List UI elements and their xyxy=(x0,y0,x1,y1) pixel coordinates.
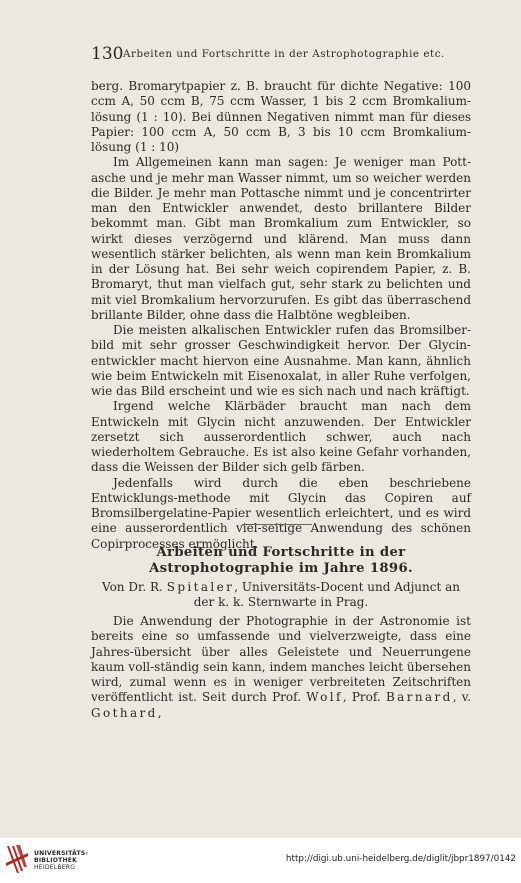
institution-line: HEIDELBERG xyxy=(34,864,76,871)
institution-line: UNIVERSITÄTS- xyxy=(34,850,89,857)
byline-affiliation: , Universitäts-Docent und Adjunct an der k. k. Sternwarte in Prag. xyxy=(193,580,460,610)
institution-name xyxy=(34,850,88,871)
separator: , xyxy=(157,705,162,720)
institution-line: BIBLIOTHEK xyxy=(34,857,78,864)
permalink-url[interactable]: http://digi.ub.uni-heidelberg.de/diglit/jbpr1897/0142 xyxy=(285,854,516,864)
digitization-footer xyxy=(0,838,521,883)
paragraph: Jedenfalls wird durch die eben beschriebene Entwicklungs-methode mit Glycin das Copiren auf Bromsilbergelatine-Papier wesentlich erleichtert, und es wird eine ausserordentlich viel-seitige Anwendung des schönen Copirprocesses ermöglicht. xyxy=(91,475,471,551)
byline-prefix: Von Dr. R. xyxy=(102,580,163,594)
continued-article-text xyxy=(91,79,471,552)
paragraph: Irgend welche Klärbäder braucht man nach dem Entwickeln mit Glycin nicht anzuwenden. Der Entwickler zersetzt sich ausserordentlich schwer, auch nach wiederholtem Gebrauche. Es ist also keine Gefahr vorhanden, dass die Weissen der Bilder sich gelb färben. xyxy=(91,399,471,475)
person-name: Gothard xyxy=(91,705,158,720)
page-number: 130 xyxy=(91,44,124,64)
paragraph-text: Die Anwendung der Photographie in der Astronomie ist bereits eine so umfassende und vielverzweigte, dass eine Jahres-übersicht über alles Geleistete und Neuerrungene kaum voll-ständig sein kann, indem manches leicht übersehen wird, zumal wenn es in weniger verbreiteten Zeitschriften veröffentlicht ist. Seit durch Prof. xyxy=(91,614,471,705)
separator: , v. xyxy=(452,690,471,705)
paragraph: Die meisten alkalischen Entwickler rufen das Bromsilber-bild mit sehr grosser Geschwindigkeit hervor. Der Glycin-entwickler macht hiervon eine Ausnahme. Man kann, ähnlich wie beim Entwickeln mit Eisenoxalat, in aller Ruhe verfolgen, wie das Bild erscheint und wie es sich nach und nach kräftigt. xyxy=(91,323,471,398)
paragraph: Im Allgemeinen kann man sagen: Je weniger man Pott-asche und je mehr man Wasser nimmt, um so weicher werden die Bilder. Je mehr man Pottasche nimmt und je concentrirter man den Entwickler anwendet, desto brillantere Bilder bekommt man. Gibt man Bromkalium zum Entwickler, so wirkt dieses verzögernd und klärend. Man muss dann wesentlich stärker belichten, als wenn man kein Bromkalium in der Lösung hat. Bei sehr weich copirendem Papier, z. B. Bromaryt, thut man vielfach gut, sehr stark zu belichten und mit viel Bromkalium hervorzurufen. Es gibt das überraschend brillante Bilder, ohne dass die Halbtöne wegbleiben. xyxy=(91,155,471,322)
person-name: Wolf xyxy=(306,690,343,705)
paragraph: berg. Bromarytpapier z. B. braucht für dichte Negative: 100 ccm A, 50 ccm B, 75 ccm Wasser, 1 bis 2 ccm Bromkalium-lösung (1 : 10). Bei dünnen Negativen nimmt man für dieses Papier: 100 ccm A, 50 ccm B, 3 bis 10 ccm Bromkalium-lösung (1 : 10) xyxy=(91,79,471,154)
running-head: Arbeiten und Fortschritte in der Astrophotographie etc. xyxy=(123,48,445,60)
separator: , Prof. xyxy=(342,690,386,705)
new-article-text xyxy=(91,614,471,721)
page-header xyxy=(91,44,471,64)
author-byline xyxy=(91,580,471,611)
author-name: Spitaler xyxy=(166,580,235,594)
section-title: Arbeiten und Fortschritte in der Astrophotographie im Jahre 1896. xyxy=(149,545,413,576)
paragraph xyxy=(91,614,471,721)
section-divider xyxy=(242,524,312,525)
university-library-heidelberg-logo-icon xyxy=(4,843,31,877)
person-name: Barnard xyxy=(385,690,453,705)
